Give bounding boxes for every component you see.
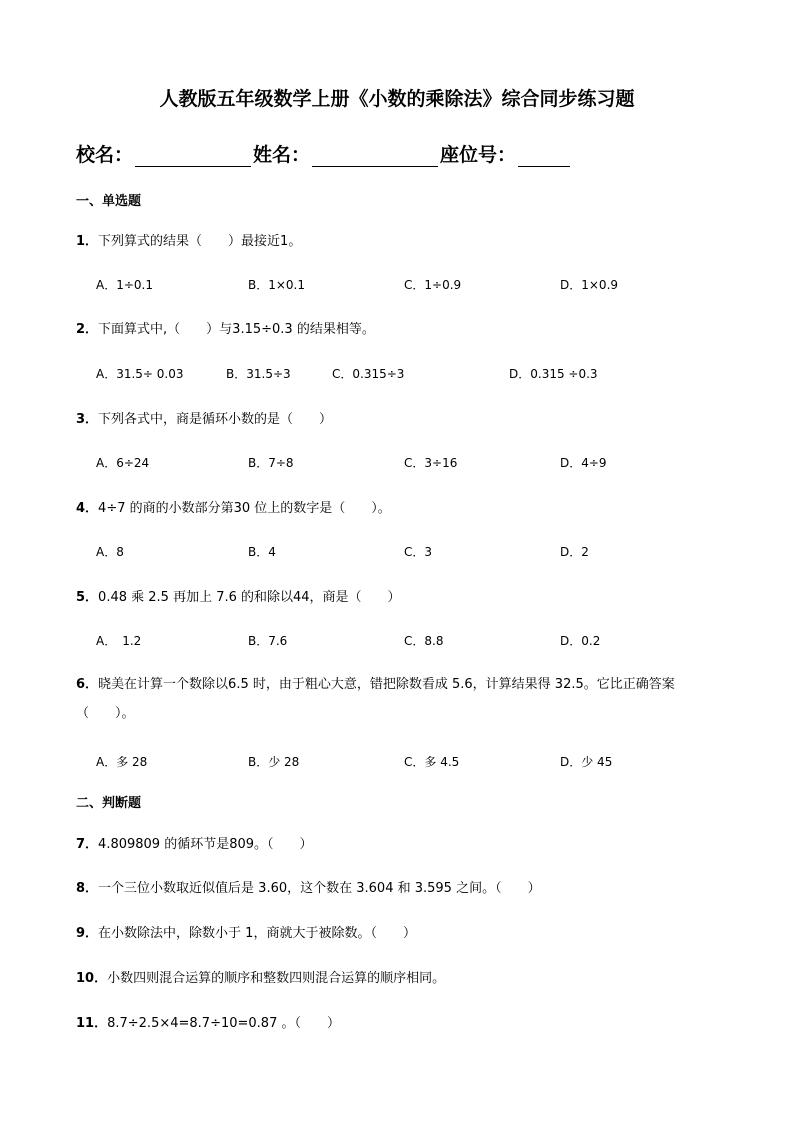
question-2 bbox=[76, 318, 375, 337]
section-single-choice: 一、单选题 bbox=[76, 194, 142, 209]
option-c[interactable]: C．多 4.5 bbox=[404, 755, 460, 769]
seat-label: 座位号： bbox=[440, 144, 517, 166]
option-a[interactable]: A． 1.2 bbox=[96, 634, 142, 648]
option-d[interactable]: D．1×0.9 bbox=[560, 278, 619, 292]
question-text: 在小数除法中，除数小于 1，商就大于被除数。（ ） bbox=[98, 926, 416, 941]
option-a[interactable]: A．8 bbox=[96, 545, 124, 559]
option-d[interactable]: D．2 bbox=[560, 545, 589, 559]
option-b[interactable]: B．7.6 bbox=[248, 634, 288, 648]
option-b[interactable]: B．1×0.1 bbox=[248, 278, 306, 292]
option-d[interactable]: D．4÷9 bbox=[560, 456, 607, 470]
option-a[interactable]: A．1÷0.1 bbox=[96, 278, 153, 292]
question-text: 下列算式的结果（ ）最接近1。 bbox=[98, 234, 302, 249]
question-11 bbox=[76, 1012, 340, 1031]
option-c[interactable]: C．3÷16 bbox=[404, 456, 458, 470]
question-text: 8.7÷2.5×4=8.7÷10=0.87 。（ ） bbox=[107, 1016, 340, 1031]
student-info-line bbox=[76, 140, 572, 167]
question-text: 一个三位小数取近似值后是 3.60，这个数在 3.604 和 3.595 之间。（ ） bbox=[98, 881, 541, 896]
option-b[interactable]: B．少 28 bbox=[248, 755, 300, 769]
question-number: 10． bbox=[76, 971, 108, 986]
question-number: 9． bbox=[76, 926, 99, 941]
question-text: 0.48 乘 2.5 再加上 7.6 的和除以44，商是（ ） bbox=[98, 590, 401, 605]
option-b[interactable]: B．31.5÷3 bbox=[226, 367, 291, 381]
section-judgement: 二、判断题 bbox=[76, 796, 142, 811]
question-number: 7． bbox=[76, 837, 99, 852]
question-number: 4． bbox=[76, 501, 99, 516]
question-number: 6． bbox=[76, 677, 99, 692]
option-a[interactable]: A．31.5÷ 0.03 bbox=[96, 367, 184, 381]
name-label: 姓名： bbox=[253, 144, 311, 166]
question-number: 2． bbox=[76, 322, 99, 337]
question-number: 8． bbox=[76, 881, 99, 896]
option-a[interactable]: A．6÷24 bbox=[96, 456, 150, 470]
question-6 bbox=[76, 670, 718, 728]
question-3 bbox=[76, 408, 332, 427]
option-d[interactable]: D．少 45 bbox=[560, 755, 613, 769]
option-b[interactable]: B．4 bbox=[248, 545, 276, 559]
option-c[interactable]: C．3 bbox=[404, 545, 433, 559]
question-8 bbox=[76, 877, 541, 896]
question-number: 1． bbox=[76, 234, 99, 249]
option-d[interactable]: D．0.2 bbox=[560, 634, 601, 648]
question-1 bbox=[76, 230, 301, 249]
question-5 bbox=[76, 586, 401, 605]
option-d[interactable]: D．0.315 ÷0.3 bbox=[509, 367, 598, 381]
option-b[interactable]: B．7÷8 bbox=[248, 456, 294, 470]
question-7 bbox=[76, 833, 313, 852]
option-c[interactable]: C．0.315÷3 bbox=[332, 367, 405, 381]
school-blank[interactable] bbox=[135, 148, 251, 167]
question-text: 晓美在计算一个数除以6.5 时，由于粗心大意，错把除数看成 5.6，计算结果得 32.5。它比正确答案（ ）。 bbox=[76, 677, 675, 721]
option-c[interactable]: C．8.8 bbox=[404, 634, 444, 648]
question-number: 11． bbox=[76, 1016, 108, 1031]
option-a[interactable]: A．多 28 bbox=[96, 755, 148, 769]
seat-blank[interactable] bbox=[518, 148, 570, 167]
question-10 bbox=[76, 967, 445, 986]
question-text: 下面算式中,（ ）与3.15÷0.3 的结果相等。 bbox=[98, 322, 375, 337]
page-title: 人教版五年级数学上册《小数的乘除法》综合同步练习题 bbox=[159, 88, 635, 110]
question-9 bbox=[76, 922, 416, 941]
question-text: 4÷7 的商的小数部分第30 位上的数字是（ ）。 bbox=[98, 501, 391, 516]
question-text: 小数四则混合运算的顺序和整数四则混合运算的顺序相同。 bbox=[107, 971, 446, 986]
name-blank[interactable] bbox=[312, 148, 438, 167]
school-label: 校名： bbox=[76, 144, 134, 166]
option-c[interactable]: C．1÷0.9 bbox=[404, 278, 462, 292]
question-text: 下列各式中，商是循环小数的是（ ） bbox=[98, 412, 333, 427]
question-text: 4.809809 的循环节是809。（ ） bbox=[98, 837, 313, 852]
question-number: 3． bbox=[76, 412, 99, 427]
question-number: 5． bbox=[76, 590, 99, 605]
question-4 bbox=[76, 497, 391, 516]
